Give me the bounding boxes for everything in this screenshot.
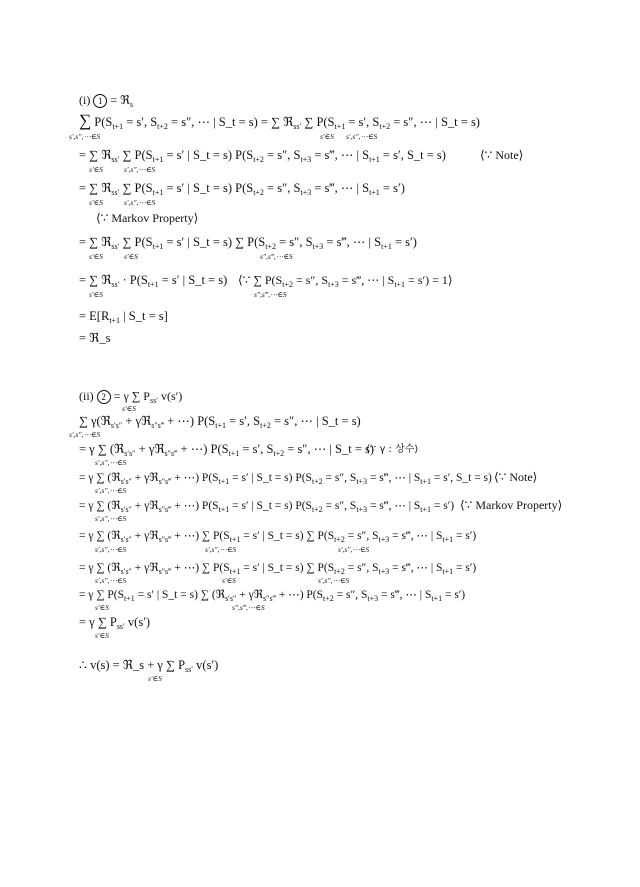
sum-index-label: s′∈S <box>89 290 103 299</box>
part2-line-6 <box>79 559 476 577</box>
part2-line-7 <box>79 586 465 604</box>
sum-index-label: s′,s″,⋯∈S <box>95 514 127 523</box>
sum-index-label: s′∈S <box>95 631 109 640</box>
sum-index-label: s′,s″,⋯∈S <box>95 458 127 467</box>
part1-line-4 <box>79 234 417 252</box>
sum-index-label: s′∈S <box>95 603 109 612</box>
part2-line-8-text: = γ ∑ $P_{ss'}$ v(s′) <box>79 615 151 631</box>
part2-line-6-text: = γ ∑ (ℜ$_{s's''}$ + γℜ$_{s''s‴}$ + ⋯) ∑ $P(S_{t+1} = s'$ | S_t = s) ∑ $P(S_{t+2} = s''$, $S_{t+3}$ = s‴, ⋯ | $S_{t+1} = s'$) <box>79 562 477 576</box>
part1-line-7-text: = ℜ_s <box>79 331 111 345</box>
sum-index-label: s′,s″,⋯∈S <box>124 165 156 174</box>
part1-line-6 <box>79 308 168 326</box>
part1-line-5 <box>79 272 227 290</box>
sum-index-label: s′∈S <box>148 674 162 683</box>
part1-line-4-text: = ∑ ℜ$_{ss'}$ ∑ $P(S_{t+1} = s'$ | S_t = s) ∑ $P(S_{t+2} = s''$, $S_{t+3}$ = s‴, ⋯ | $S_{t+1} = s'$) <box>79 235 417 251</box>
part2-line-3-text: = γ ∑ (ℜ$_{s's''}$ + γℜ$_{s''s‴}$ + ⋯) $P(S_{t+1} = s'$ | S_t = s) $P(S_{t+2} = s''$, $S_{t+3}$ = s‴, ⋯ | $S_{t+1} = s'$, S_t = s) <box>79 472 492 486</box>
sum-index-label: s′,s″,⋯∈S <box>205 545 237 554</box>
sum-index-label: s′,s″,⋯∈S <box>95 576 127 585</box>
part1-line-3 <box>79 180 405 198</box>
sum-index-label: s′,s″,⋯∈S <box>69 132 101 141</box>
part1-head-rest: = ℜ <box>110 93 130 107</box>
part2-line-5 <box>79 527 476 545</box>
part1-line-1-text: $P(S_{t+1} = s'$, $S_{t+2} = s''$, ⋯ | S_t = s) = ∑ ℜ$_{ss'}$ ∑ $P(S_{t+1} = s'$, $S_{t+2} = s''$, ⋯ | S_t = s) <box>94 115 480 131</box>
part2-label: (ii) <box>79 389 94 403</box>
part2-head-rest: = γ ∑ $P_{ss'}$ v(s′) <box>113 389 183 405</box>
part1-line-3-note: ⟨∵ Markov Property⟩ <box>96 211 199 225</box>
sum-index-label: s′∈S <box>89 198 103 207</box>
part2-line-4-text: = γ ∑ (ℜ$_{s's''}$ + γℜ$_{s''s‴}$ + ⋯) $P(S_{t+1} = s'$ | S_t = s) $P(S_{t+2} = s''$, $S_{t+3}$ = s‴, ⋯ | $S_{t+1} = s'$) <box>79 500 455 514</box>
circle-number-2: 2 <box>97 390 111 404</box>
part1-line-2-text: = ∑ ℜ$_{ss'}$ ∑ $P(S_{t+1} = s'$ | S_t = s) $P(S_{t+2} = s''$, $S_{t+3}$ = s‴, ⋯ | $S_{t+1} = s'$, S_t = s) <box>79 148 446 164</box>
sum-symbol: ∑ <box>79 111 92 130</box>
sum-index-label: s′,s″,⋯∈S <box>338 545 370 554</box>
circle-number-1: 1 <box>93 94 107 108</box>
sum-index-label: s′∈S <box>124 252 138 261</box>
part2-line-3-note: ⟨∵ Note⟩ <box>494 470 538 484</box>
part2-conclusion-text: ∴ v(s) = ℜ_s + γ ∑ $P_{ss'}$ v(s′) <box>79 658 219 674</box>
sum-index-label: s′,s″,⋯∈S <box>69 430 101 439</box>
sum-index-label: s′∈S <box>89 252 103 261</box>
part2-line-2-text: = γ ∑ (ℜ$_{s's''}$ + γℜ$_{s''s‴}$ + ⋯) $P(S_{t+1} = s'$, $S_{t+2} = s''$, ⋯ | S_t = s) <box>79 442 375 458</box>
part2-line-2-note: ⟨∵ γ : 상수⟩ <box>366 444 419 455</box>
part1-line-6-text: = $E[R_{t+1}$ | S_t = s] <box>79 309 168 325</box>
sum-index-label: s′,s″,⋯∈S <box>124 198 156 207</box>
part1-head-sub: s <box>129 100 133 109</box>
part2-line-4-note: ⟨∵ Markov Property⟩ <box>460 498 563 512</box>
part2-line-5-text: = γ ∑ (ℜ$_{s's''}$ + γℜ$_{s''s‴}$ + ⋯) ∑ $P(S_{t+1} = s'$ | S_t = s) ∑ $P(S_{t+2} = s''$, $S_{t+3}$ = s‴, ⋯ | $S_{t+1} = s'$) <box>79 530 477 544</box>
part2-conclusion <box>79 657 218 675</box>
part1-label: (i) <box>79 93 91 107</box>
sum-index-label: s″,s‴,⋯∈S <box>232 603 265 612</box>
part1-line-2 <box>79 147 446 165</box>
sum-index-label: s″,s‴,⋯∈S <box>260 252 293 261</box>
sum-index-label: s′∈S <box>122 404 136 413</box>
part2-line-7-text: = γ ∑ $P(S_{t+1} = s'$ | S_t = s) ∑ (ℜ$_{s's''}$ + γℜ$_{s''s‴}$ + ⋯) $P(S_{t+2} = s''$, $S_{t+3}$ = s‴, ⋯ | $S_{t+1} = s'$) <box>79 589 466 603</box>
part2-line-2 <box>79 441 374 459</box>
part1-line-3-text: = ∑ ℜ$_{ss'}$ ∑ $P(S_{t+1} = s'$ | S_t = s) $P(S_{t+2} = s''$, $S_{t+3}$ = s‴, ⋯ | $S_{t+1} = s'$) <box>79 181 405 197</box>
part1-heading <box>79 92 133 110</box>
part2-line-3 <box>79 469 492 487</box>
part1-line-1 <box>79 113 480 132</box>
part1-line-7 <box>79 330 110 346</box>
part2-line-1-text: ∑ γ(ℜ$_{s's''}$ + γℜ$_{s''s‴}$ + ⋯) $P(S_{t+1} = s'$, $S_{t+2} = s''$, ⋯ | S_t = s) <box>79 414 361 430</box>
sum-index-label: s′,s″,⋯∈S <box>95 545 127 554</box>
sum-index-label: s′,s″,⋯∈S <box>346 132 378 141</box>
part2-line-4 <box>79 497 454 515</box>
sum-index-label: s′∈S <box>89 165 103 174</box>
sum-index-label: s′,s″,⋯∈S <box>95 486 127 495</box>
part1-line-2-note: ⟨∵ Note⟩ <box>480 148 524 162</box>
sum-index-label: s″,s‴,⋯∈S <box>254 290 287 299</box>
part2-line-8 <box>79 614 150 632</box>
sum-index-label: s′∈S <box>320 132 334 141</box>
part2-line-1 <box>79 413 361 431</box>
part1-line-5-note: ⟨∵ ∑ $P(S_{t+2} = s''$, $S_{t+3}$ = s‴, ⋯ | $S_{t+1} = s'$) = 1⟩ <box>238 273 453 289</box>
part1-line-5-text: = ∑ ℜ$_{ss'}$ · $P(S_{t+1} = s'$ | S_t = s) <box>79 273 228 289</box>
sum-index-label: s′,s″,⋯∈S <box>318 576 350 585</box>
sum-index-label: s′∈S <box>222 576 236 585</box>
